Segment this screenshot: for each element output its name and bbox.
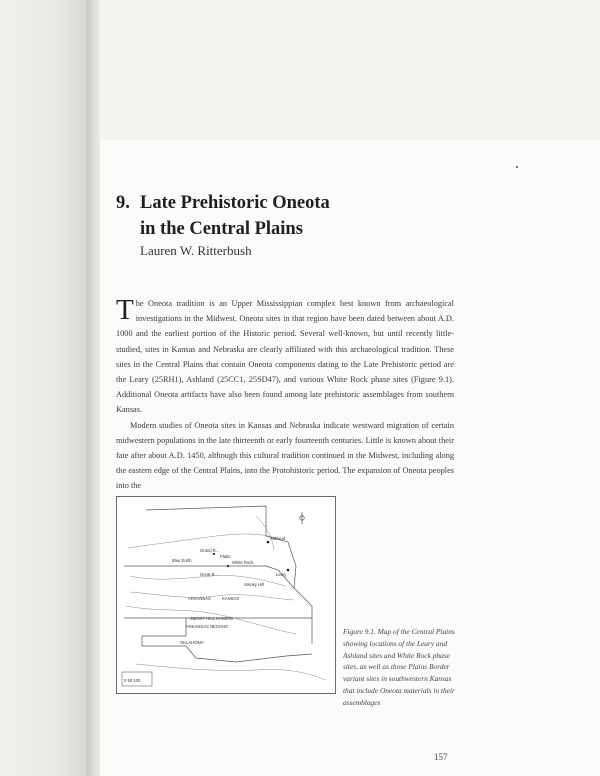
chapter-title-text1: Late Prehistoric Oneota xyxy=(140,193,330,213)
leary-marker xyxy=(287,569,290,572)
ashland-marker xyxy=(267,541,270,544)
label-white-rock: White Rock xyxy=(232,560,254,565)
label-south-line-1: SMOKY HILL KANSAS xyxy=(190,616,234,621)
paragraph-1-text: he Oneota tradition is an Upper Mississippian complex best known from archaeological investigations in the Midwest. Oneota sites in that region have been dated between about A.D. 1000 and the earliest portion of the Historic period. Several well-known, but until recently little-studied, sites in Kansas and Nebraska are clearly affiliated with this archaeological tradition. These sites in the Central Plains that contain Oneota components dating to the Late Prehistoric period are the Leary (25RH1), Ashland (25CC1, 25SD47), and various White Rock phase sites (Figure 9.1). Additional Oneota artifacts have also been found among late prehistoric assemblages from southern Kansas. xyxy=(116,299,454,415)
body-text xyxy=(116,296,454,494)
chapter-number: 9. xyxy=(116,193,130,213)
paragraph-2: Modern studies of Oneota sites in Kansas and Nebraska indicate westward migration of certain midwestern populations in the late thirteenth or early fourteenth centuries. Little is known about their fate after about A.D. 1450, although this cultural tradition continued in the Midwest, including along the eastern edge of the Central Plains, into the Protohistoric period. The expansion of Oneota peoples into the xyxy=(116,420,454,491)
label-smoky-hill: Smoky Hill xyxy=(244,582,264,587)
drop-cap: T xyxy=(116,294,134,326)
scan-fold-shadow xyxy=(86,0,100,776)
label-oklahoma: OKLAHOMA xyxy=(180,640,204,645)
label-blue-earth: Blue Earth xyxy=(172,558,192,563)
scan-margin xyxy=(0,0,86,776)
paragraph-1 xyxy=(116,296,454,418)
page-number: 157 xyxy=(434,752,448,762)
label-ashland: Ashland xyxy=(270,536,286,541)
label-leary: Leary xyxy=(276,572,287,577)
chapter-title xyxy=(116,190,536,242)
label-grand-river: Grand R... xyxy=(200,548,220,553)
label-platte: Platte xyxy=(220,554,231,559)
label-arkansas: ARKANSAS xyxy=(188,596,211,601)
label-south-line-2: ARKANSAS NEOSHO xyxy=(186,624,229,629)
label-great-bend: Great B... xyxy=(200,572,218,577)
label-kansas: KANSAS xyxy=(222,596,239,601)
chapter-title-line1 xyxy=(116,190,536,216)
scan-speck xyxy=(516,166,518,168)
white-rock-marker xyxy=(227,565,229,567)
figure-caption: Figure 9.1. Map of the Central Plains showing locations of the Leary and Ashland sites and White Rock phase sites, as well as those Plains Border variant sites in southwestern Kansas that include Oneota materials in their assemblages xyxy=(343,627,455,707)
chapter-title-line2: in the Central Plains xyxy=(140,219,303,239)
site-map-figure xyxy=(116,496,336,694)
site-marker xyxy=(213,553,215,555)
chapter-author: Lauren W. Ritterbush xyxy=(140,243,252,258)
label-scale: 0 50 100 xyxy=(124,678,141,683)
